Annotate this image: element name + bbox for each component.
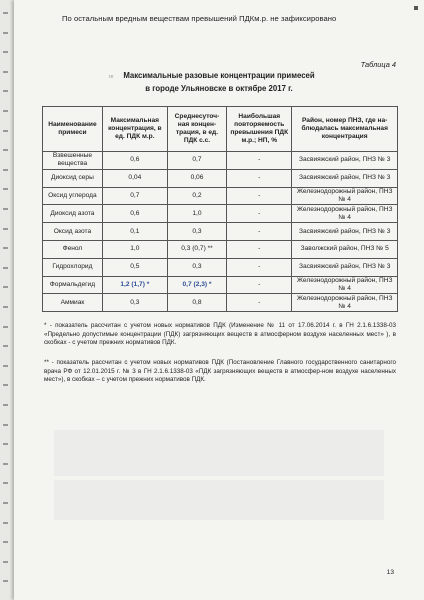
- cell-district: Засвияжский район, ПНЗ № 3: [292, 169, 398, 187]
- cell-repeatability: -: [227, 276, 292, 294]
- cell-daily-conc: 0,7: [167, 152, 226, 170]
- binding-hole: [3, 90, 8, 92]
- cell-repeatability: -: [227, 240, 292, 258]
- binding-hole: [3, 32, 8, 34]
- binding-hole: [3, 169, 8, 171]
- binding-hole: [3, 228, 8, 230]
- binding-hole: [3, 267, 8, 269]
- binding-hole: [3, 384, 8, 386]
- scan-bleed: [54, 430, 384, 476]
- binding-hole: [3, 12, 8, 14]
- cell-repeatability: -: [227, 294, 292, 312]
- binding-hole: [3, 306, 8, 308]
- intro-text: По остальным вредным веществам превышений ПДКм.р. не зафиксировано: [62, 14, 337, 23]
- binding-hole: [3, 188, 8, 190]
- table-row: [43, 258, 398, 276]
- binding-hole: [3, 149, 8, 151]
- cell-max-conc: 0,5: [102, 258, 167, 276]
- header-max-conc: Максимальная концентрация, в ед. ПДК м.р.: [102, 107, 167, 152]
- binding-hole: [3, 463, 8, 465]
- table-number: Таблица 4: [360, 60, 396, 69]
- page-number: 13: [386, 569, 394, 576]
- ghost-mark: re: [109, 74, 114, 80]
- binding-hole: [3, 365, 8, 367]
- cell-district: Железнодорожный район, ПНЗ № 4: [292, 187, 398, 205]
- concentration-table: [42, 106, 398, 312]
- cell-max-conc: 0,04: [102, 169, 167, 187]
- cell-district: Железнодорожный район, ПНЗ № 4: [292, 276, 398, 294]
- cell-max-conc: 1,2 (1,7) *: [102, 276, 167, 294]
- header-district: Район, номер ПНЗ, где на-блюдалась максимальная концентрация: [292, 107, 398, 152]
- cell-repeatability: -: [227, 187, 292, 205]
- footnote-double: ** - показатель рассчитан с учетом новых нормативов ПДК (Постановление Главного государственного санитарного врача РФ от 12.01.2015 г. № 3 в ГН 2.1.6.1338-03 «ПДК загрязняющих веществ в атмосфер-ном воздухе населенных мест»), в скобках – с учетом прежних нормативов ПДК.: [44, 359, 396, 384]
- cell-daily-conc: 0,3: [167, 223, 226, 241]
- binding-edge: [0, 0, 14, 600]
- binding-hole: [3, 286, 8, 288]
- cell-substance: Гидрохлорид: [43, 258, 103, 276]
- binding-hole: [3, 541, 8, 543]
- cell-max-conc: 0,7: [102, 187, 167, 205]
- table-row: [43, 187, 398, 205]
- cell-district: Железнодорожный район, ПНЗ № 4: [292, 205, 398, 223]
- cell-repeatability: -: [227, 258, 292, 276]
- footnote-single: * - показатель рассчитан с учетом новых нормативов ПДК (Изменение № 11 от 17.06.2014 г. в ГН 2.1.6.1338-03 «Предельно допустимые концентрации (ПДК) загрязняющих веществ в атмосферном воздухе населенных мест» ), в скобках - с учетом прежних нормативов ПДК.: [44, 322, 396, 347]
- binding-hole: [3, 130, 8, 132]
- table-row: [43, 294, 398, 312]
- scan-bleed: [54, 480, 384, 520]
- binding-hole: [3, 71, 8, 73]
- cell-max-conc: 0,1: [102, 223, 167, 241]
- table-row: [43, 240, 398, 258]
- cell-substance: Взвешенные вещества: [43, 152, 103, 170]
- cell-substance: Аммиак: [43, 294, 103, 312]
- header-substance: Наименование примеси: [43, 107, 103, 152]
- binding-hole: [3, 424, 8, 426]
- binding-hole: [3, 326, 8, 328]
- binding-hole: [3, 110, 8, 112]
- cell-district: Засвияжский район, ПНЗ № 3: [292, 152, 398, 170]
- cell-daily-conc: 0,2: [167, 187, 226, 205]
- table-row: [43, 276, 398, 294]
- cell-substance: Диоксид азота: [43, 205, 103, 223]
- cell-daily-conc: 0,3 (0,7) **: [167, 240, 226, 258]
- cell-repeatability: -: [227, 169, 292, 187]
- binding-hole: [3, 404, 8, 406]
- binding-hole: [3, 482, 8, 484]
- cell-max-conc: 0,3: [102, 294, 167, 312]
- cell-daily-conc: 0,8: [167, 294, 226, 312]
- cell-district: Засвияжский район, ПНЗ № 3: [292, 223, 398, 241]
- binding-hole: [3, 208, 8, 210]
- cell-district: Заволжский район, ПНЗ № 5: [292, 240, 398, 258]
- cell-max-conc: 1,0: [102, 240, 167, 258]
- cell-district: Засвияжский район, ПНЗ № 3: [292, 258, 398, 276]
- binding-hole: [3, 580, 8, 582]
- binding-hole: [3, 561, 8, 563]
- table-header-row: [43, 107, 398, 152]
- cell-daily-conc: 0,7 (2,3) *: [167, 276, 226, 294]
- header-repeatability: Наибольшая повторяемость превышения ПДК м.р.; НП, %: [227, 107, 292, 152]
- scan-mark: [414, 6, 418, 10]
- cell-daily-conc: 0,06: [167, 169, 226, 187]
- header-daily-conc: Среднесуточ-ная концен-трация, в ед. ПДК с.с.: [167, 107, 226, 152]
- binding-hole: [3, 345, 8, 347]
- cell-substance: Оксид азота: [43, 223, 103, 241]
- binding-hole: [3, 443, 8, 445]
- cell-repeatability: -: [227, 205, 292, 223]
- document-page: [14, 0, 424, 600]
- cell-max-conc: 0,6: [102, 152, 167, 170]
- cell-daily-conc: 0,3: [167, 258, 226, 276]
- cell-repeatability: -: [227, 152, 292, 170]
- cell-repeatability: -: [227, 223, 292, 241]
- table-row: [43, 205, 398, 223]
- cell-substance: Оксид углерода: [43, 187, 103, 205]
- cell-district: Железнодорожный район, ПНЗ № 4: [292, 294, 398, 312]
- table-title: Максимальные разовые концентрации примесей: [123, 71, 315, 80]
- cell-daily-conc: 1,0: [167, 205, 226, 223]
- cell-substance: Диоксид серы: [43, 169, 103, 187]
- binding-hole: [3, 247, 8, 249]
- table-row: [43, 223, 398, 241]
- binding-hole: [3, 51, 8, 53]
- table-subtitle: в городе Ульяновске в октябре 2017 г.: [145, 84, 293, 93]
- cell-substance: Формальдегид: [43, 276, 103, 294]
- cell-max-conc: 0,6: [102, 205, 167, 223]
- binding-hole: [3, 502, 8, 504]
- binding-hole: [3, 522, 8, 524]
- table-row: [43, 169, 398, 187]
- table-row: [43, 152, 398, 170]
- cell-substance: Фенол: [43, 240, 103, 258]
